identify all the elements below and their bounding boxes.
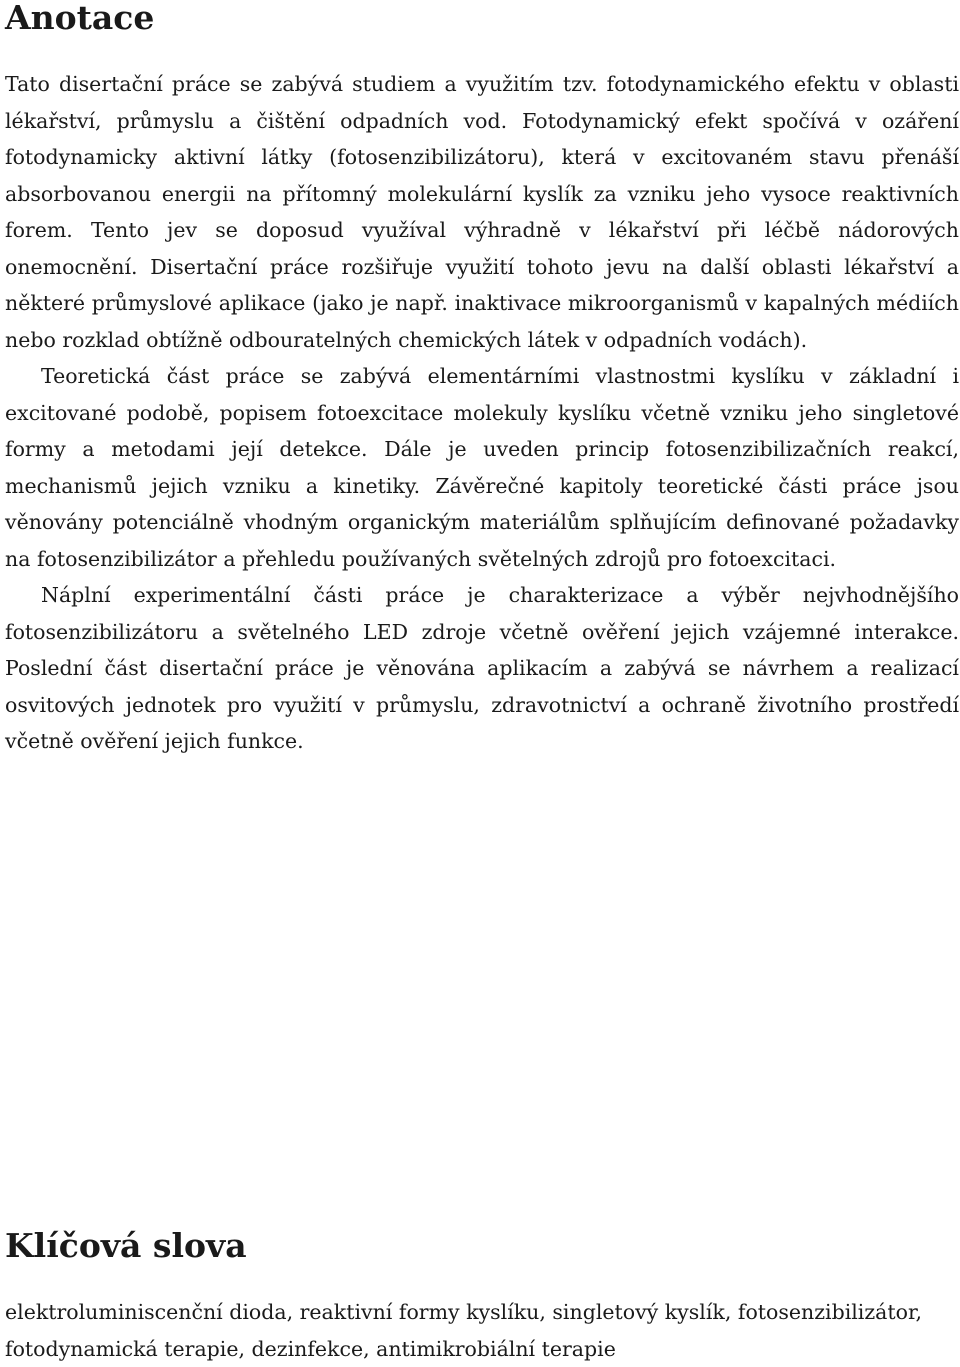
keywords-heading: Klíčová slova [5,1226,247,1265]
abstract-paragraph-2: Teoretická část práce se zabývá elementárními vlastnostmi kyslíku v základní i excitované podobě, popisem fotoexcitace molekuly kyslíku včetně vzniku jeho singletové formy a metodami její detekce. Dále je uveden princip fotosenzibilizačních reakcí, mechanismů jejich vzniku a kinetiky. Závěrečné kapitoly teoretické části práce jsou věnovány potenciálně vhodným organickým materiálům splňujícím definované požadavky na fotosenzibilizátor a přehledu používaných světelných zdrojů pro fotoexcitaci. [5,364,959,571]
keywords-list: elektroluminiscenční dioda, reaktivní formy kyslíku, singletový kyslík, fotosenzibilizátor, fotodynamická terapie, dezinfekce, antimikrobiální terapie [5,1300,923,1361]
abstract-paragraph-1: Tato disertační práce se zabývá studiem a využitím tzv. fotodynamického efektu v oblasti lékařství, průmyslu a čištění odpadních vod. Fotodynamický efekt spočívá v ozáření fotodynamicky aktivní látky (fotosenzibilizátoru), která v excitovaném stavu přenáší absorbovanou energii na přítomný molekulární kyslík za vzniku jeho vysoce reaktivních forem. Tento jev se doposud využíval výhradně v lékařství při léčbě nádorových onemocnění. Disertační práce rozšiřuje využití tohoto jevu na další oblasti lékařství a některé průmyslové aplikace (jako je např. inaktivace mikroorganismů v kapalných médiích nebo rozklad obtížně odbouratelných chemických látek v odpadních vodách). [5,72,959,352]
abstract-heading: Anotace [5,0,155,37]
abstract-paragraph-3: Náplní experimentální části práce je charakterizace a výběr nejvhodnějšího fotosenzibilizátoru a světelného LED zdroje včetně ověření jejich vzájemné interakce. Poslední část disertační práce je věnována aplikacím a zabývá se návrhem a realizací osvitových jednotek pro využití v průmyslu, zdravotnictví a ochraně životního prostředí včetně ověření jejich funkce. [5,583,959,753]
abstract-body [5,66,959,760]
